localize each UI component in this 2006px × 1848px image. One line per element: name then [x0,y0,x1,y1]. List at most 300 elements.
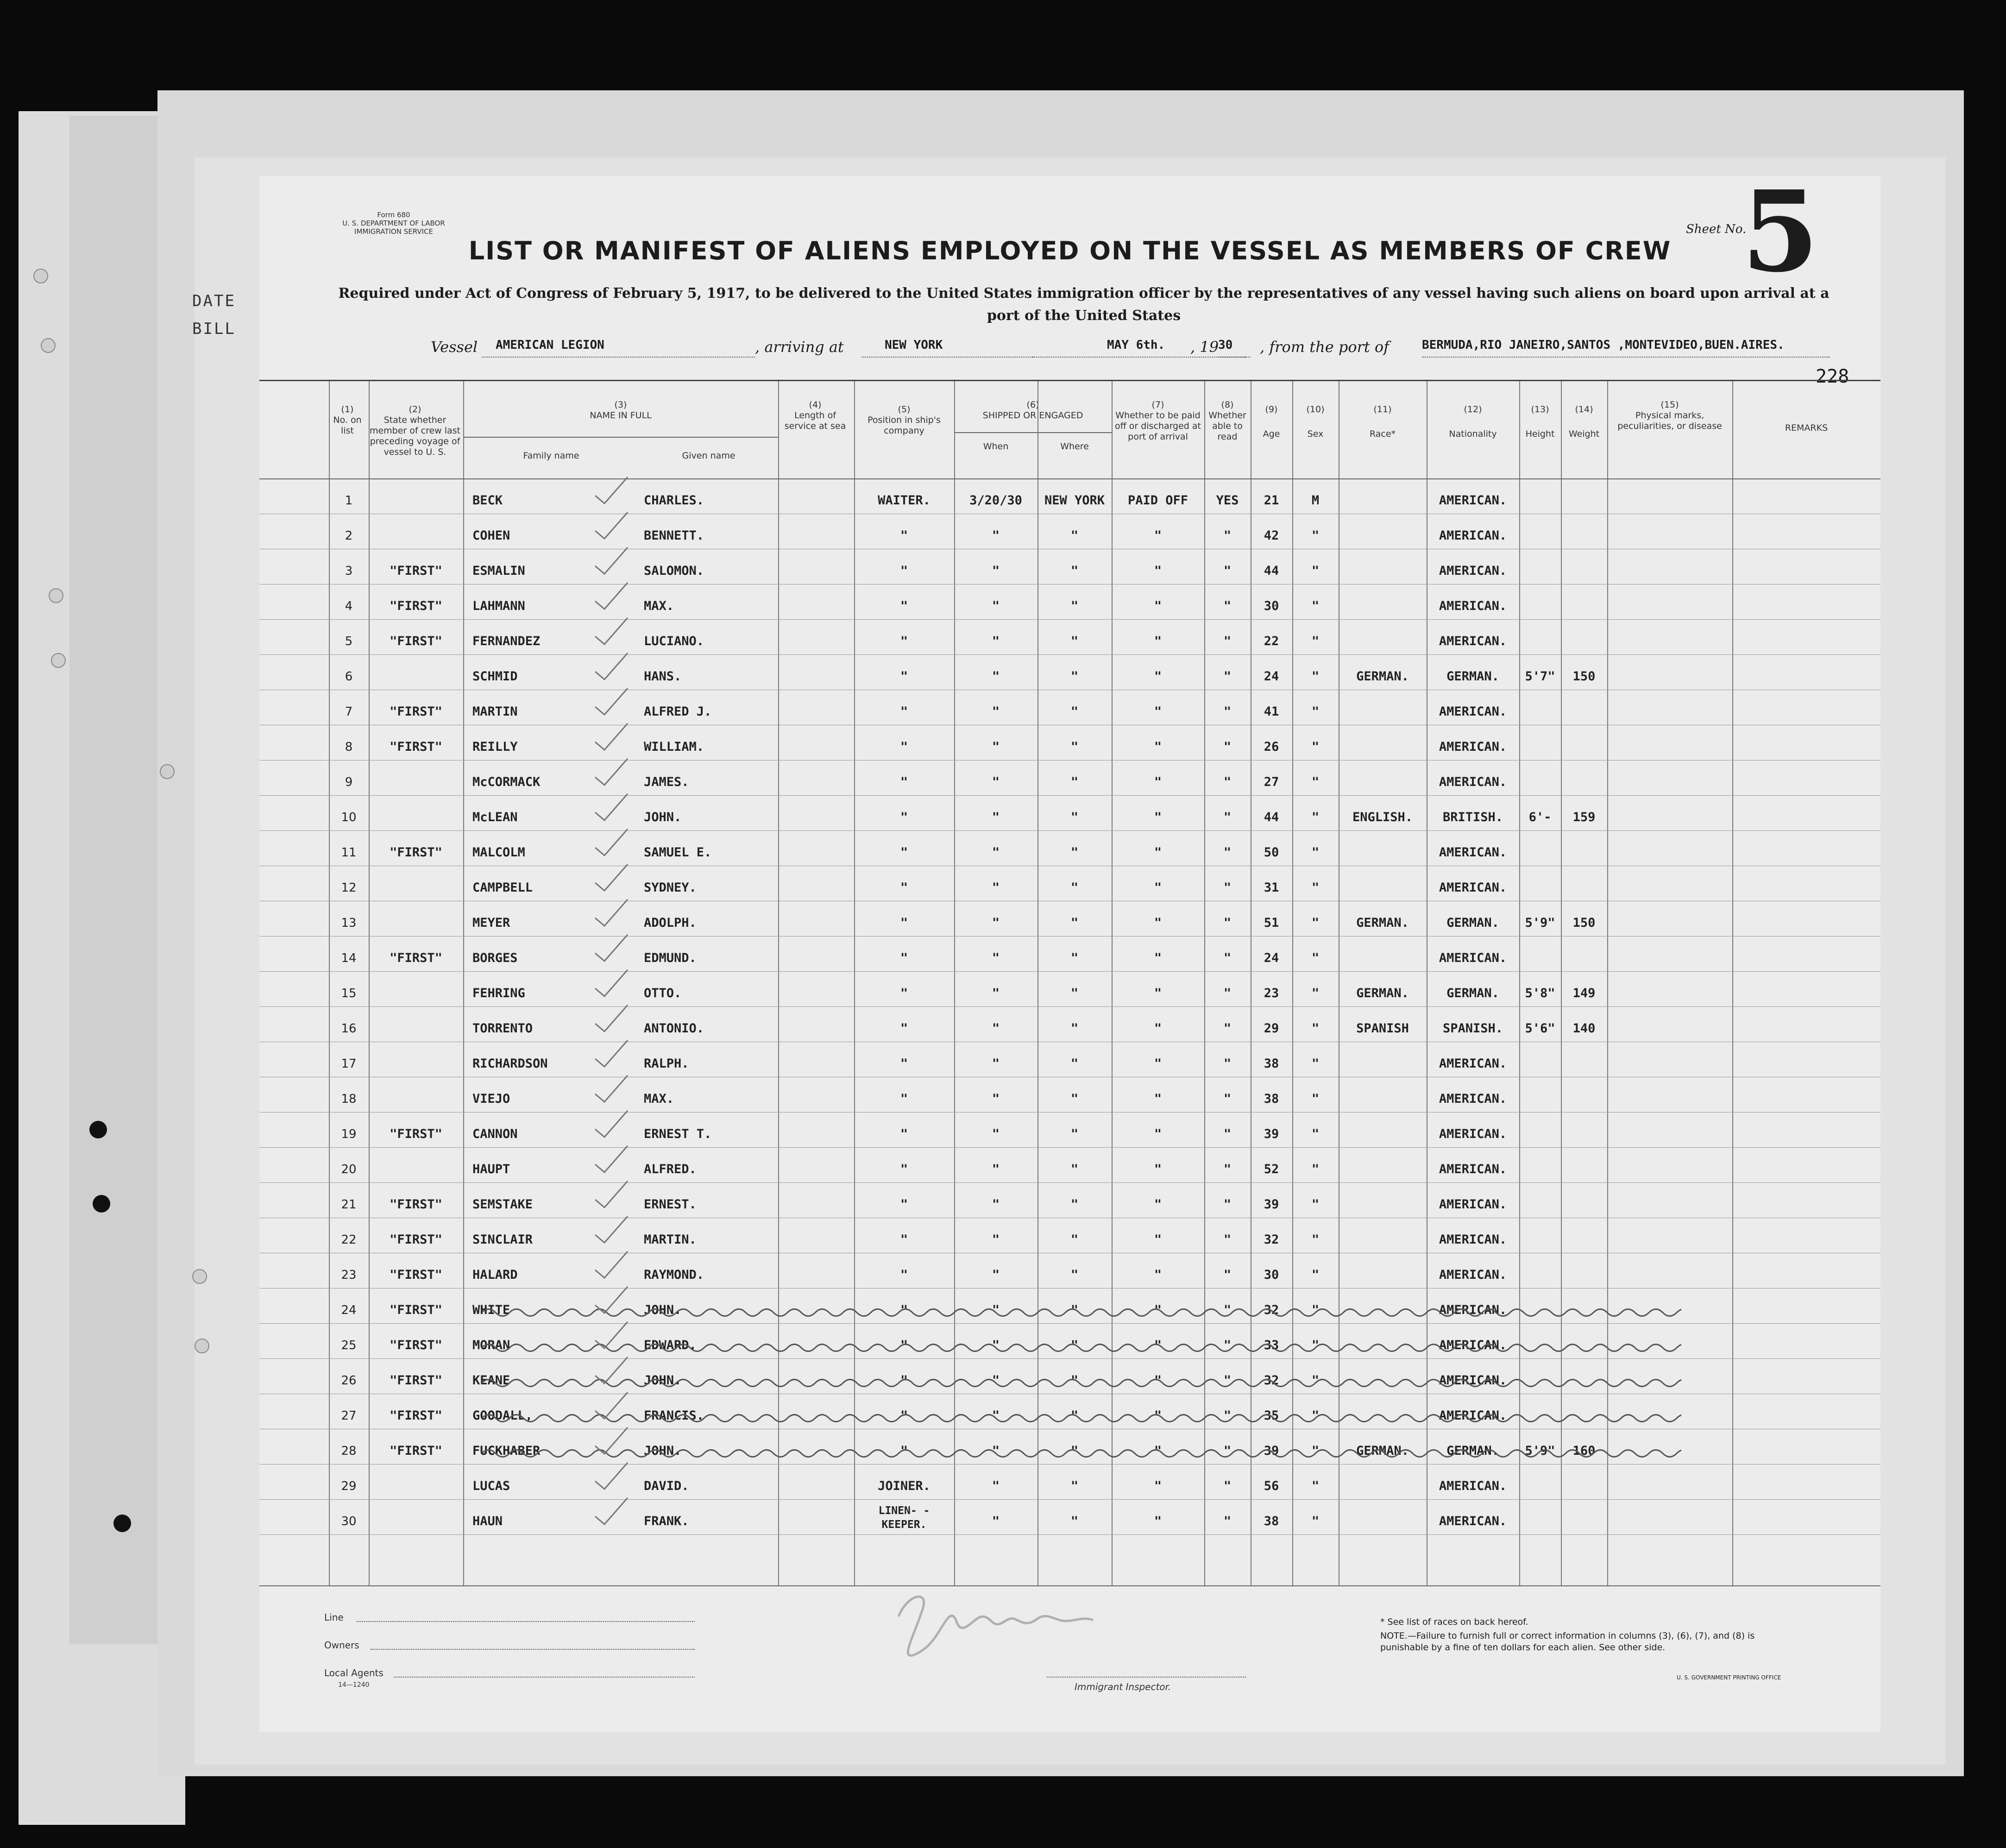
row-rule [259,1499,1880,1500]
row-rule [259,760,1880,761]
cell-paid: PAID OFF [1127,493,1189,508]
check-mark-icon [593,1284,630,1317]
cell-sex: " [1311,740,1320,754]
cell-paid: " [1154,1268,1162,1282]
cell-read: " [1223,1197,1232,1212]
cell-weight: 159 [1572,810,1596,824]
cell-sex: " [1311,1056,1320,1071]
cell-given: BENNETT. [644,528,704,543]
check-mark-icon [593,968,630,1000]
cell-no: 5 [345,635,353,648]
cell-nationality: GERMAN. [1446,986,1499,1000]
cell-nationality: GERMAN. [1446,1444,1499,1458]
cell-height [1519,703,1561,721]
cell-when: " [992,669,1000,684]
col-2-header: (2) State whether member of crew last preceding voyage of vessel to U. S. [369,404,461,457]
cell-nationality: AMERICAN. [1439,1268,1507,1282]
cell-no: 9 [345,775,353,789]
col-12-header: (12) Nationality [1449,404,1497,439]
cell-where: " [1070,810,1079,824]
cell-paid: " [1154,1162,1162,1176]
cell-sex: " [1311,1444,1320,1458]
check-mark-icon [593,932,630,965]
cell-age: 56 [1264,1479,1279,1493]
cell-weight [1561,1055,1607,1073]
check-mark-icon [593,1003,630,1035]
strike-through-mark [482,1446,1681,1460]
check-mark-icon [593,792,630,824]
cell-race [1339,1512,1427,1531]
cell-nationality: SPANISH. [1442,1021,1503,1036]
inspector-field [1047,1677,1246,1678]
cell-position: " [900,1303,908,1317]
cell-read: " [1223,1514,1232,1528]
cell-no: 30 [341,1515,357,1528]
check-mark-icon [593,545,630,578]
cell-family: SCHMID [472,669,518,684]
cell-sex: " [1311,1479,1320,1493]
strike-through-mark [482,1306,1681,1320]
cell-read: " [1223,845,1232,860]
check-mark-icon [593,651,630,683]
cell-no: 18 [341,1092,357,1106]
cell-weight [1561,1160,1607,1179]
cell-no: 8 [345,740,353,754]
cell-age: 29 [1264,1021,1279,1036]
cell-age: 38 [1264,1514,1279,1528]
check-mark-icon [593,1496,630,1528]
cell-no: 6 [345,670,353,684]
punch-hole [51,653,66,668]
cell-age: 35 [1264,1408,1279,1423]
check-mark-icon [593,1460,630,1493]
cell-weight [1561,843,1607,862]
cell-where: " [1070,528,1079,543]
cell-when: " [992,1479,1000,1493]
cell-prev [369,491,463,510]
cell-no: 3 [345,564,353,578]
cell-position: " [900,845,908,860]
cell-sex: " [1311,1021,1320,1036]
cell-read: " [1223,1303,1232,1317]
cell-position: JOINER. [878,1479,931,1493]
cell-weight [1561,1266,1607,1284]
cell-family: McCORMACK [472,775,541,789]
cell-paid: " [1154,775,1162,789]
cell-prev [369,1477,463,1496]
cell-no: 23 [341,1268,357,1282]
cell-when: " [992,916,1000,930]
cell-position: " [900,1197,908,1212]
header-rule [463,437,778,438]
check-mark-icon [593,862,630,894]
cell-family: KEANE [472,1373,510,1388]
cell-read: " [1223,1232,1232,1247]
cell-age: 31 [1264,880,1279,895]
vessel-name: AMERICAN LEGION [482,338,755,358]
given-name-header: Given name [682,451,736,461]
cell-prev [369,808,463,827]
cell-read: " [1223,986,1232,1000]
cell-height [1519,562,1561,580]
cell-race: GERMAN. [1356,986,1409,1000]
cell-prev [369,773,463,792]
cell-position: " [900,634,908,648]
cell-paid: " [1154,704,1162,719]
cell-where: " [1070,1338,1079,1352]
cell-race [1339,703,1427,721]
cell-prev: "FIRST" [390,1268,442,1282]
cell-prev: "FIRST" [390,951,442,965]
cell-nationality: AMERICAN. [1439,951,1507,965]
row-rule [259,1358,1880,1359]
cell-given: ALFRED. [644,1162,697,1176]
cell-paid: " [1154,880,1162,895]
cell-no: 13 [341,916,357,930]
cell-where: " [1070,951,1079,965]
cell-age: 51 [1264,916,1279,930]
cell-age: 23 [1264,986,1279,1000]
cell-position: " [900,880,908,895]
cell-no: 15 [341,987,357,1000]
inspector-label: Immigrant Inspector. [1075,1681,1171,1692]
cell-read: " [1223,1127,1232,1141]
cell-where: " [1070,634,1079,648]
cell-height [1519,1266,1561,1284]
cell-prev: "FIRST" [390,1338,442,1352]
cell-family: LUCAS [472,1479,510,1493]
cell-nationality: AMERICAN. [1439,1056,1507,1071]
cell-age: 32 [1264,1373,1279,1388]
cell-nationality: AMERICAN. [1439,1408,1507,1423]
cell-race [1339,1055,1427,1073]
col-1-header: (1) No. on list [333,404,362,436]
line-field [357,1621,695,1622]
agents-field [394,1677,695,1678]
cell-height [1519,1477,1561,1496]
cell-race [1339,1266,1427,1284]
cell-where: " [1070,704,1079,719]
cell-when: " [992,1444,1000,1458]
cell-where: " [1070,1162,1079,1176]
cell-height [1519,1160,1561,1179]
arrival-year: 30 [1218,338,1251,358]
cell-sex: " [1311,1338,1320,1352]
cell-position: " [900,704,908,719]
cell-family: GOODALL, [472,1408,533,1423]
cell-nationality: AMERICAN. [1439,1303,1507,1317]
cell-given: HANS. [644,669,682,684]
cell-given: ERNEST T. [644,1127,712,1141]
cell-when: " [992,1338,1000,1352]
cell-when: " [992,1092,1000,1106]
cell-race [1339,562,1427,580]
cell-where: " [1070,1232,1079,1247]
cell-weight: 140 [1572,1021,1596,1036]
column-rule [1732,381,1733,1585]
cell-race: SPANISH [1356,1021,1409,1036]
cell-no: 2 [345,529,353,543]
check-mark-icon [593,1108,630,1141]
cell-no: 17 [341,1057,357,1071]
cell-position: " [900,775,908,789]
check-mark-icon [593,475,630,507]
row-rule [259,971,1880,972]
cell-no: 25 [341,1339,357,1352]
cell-read: " [1223,599,1232,613]
cell-prev: "FIRST" [390,704,442,719]
cell-where: " [1070,1092,1079,1106]
cell-where: " [1070,564,1079,578]
sheet-number: 5 [1742,166,1819,297]
strike-through-mark [482,1341,1681,1355]
cell-race [1339,491,1427,510]
cell-sex: " [1311,599,1320,613]
cell-weight [1561,597,1607,616]
cell-family: MARTIN [472,704,518,719]
cell-paid: " [1154,1303,1162,1317]
cell-when: " [992,1056,1000,1071]
check-mark-icon [593,756,630,789]
cell-nationality: AMERICAN. [1439,1373,1507,1388]
cell-age: 30 [1264,599,1279,613]
column-rule [778,381,779,1585]
cell-paid: " [1154,951,1162,965]
cell-family: HAUPT [472,1162,510,1176]
cell-where: " [1070,1303,1079,1317]
cell-prev: "FIRST" [390,564,442,578]
row-rule [259,584,1880,585]
cell-sex: " [1311,1514,1320,1528]
row-rule [259,1006,1880,1007]
cell-where: " [1070,1444,1079,1458]
form-header [317,211,470,236]
cell-race [1339,632,1427,651]
cell-given: SALOMON. [644,564,704,578]
cell-height [1519,632,1561,651]
line-label: Line [324,1612,344,1623]
cell-read: " [1223,528,1232,543]
check-mark-icon [593,1249,630,1282]
check-mark-icon [593,721,630,754]
cell-family: RICHARDSON [472,1056,548,1071]
punch-hole [49,588,63,603]
cell-height [1519,1090,1561,1108]
cell-age: 44 [1264,810,1279,824]
cell-prev [369,527,463,545]
arrival-date: MAY 6th. [1033,338,1246,358]
manifest-sheet [259,166,1880,1732]
cell-where: " [1070,1268,1079,1282]
cell-family: COHEN [472,528,510,543]
row-rule [259,1182,1880,1183]
cell-given: JOHN. [644,810,682,824]
cell-paid: " [1154,1408,1162,1423]
cell-where: " [1070,1514,1079,1528]
col-13-header: (13) Height [1525,404,1555,439]
cell-sex: " [1311,775,1320,789]
cell-height [1519,527,1561,545]
cell-given: EDWARD. [644,1338,697,1352]
cell-given: MARTIN. [644,1232,697,1247]
cell-age: 44 [1264,564,1279,578]
cell-read: " [1223,634,1232,648]
inspector-signature [889,1584,1214,1667]
vessel-label: Vessel [431,338,478,356]
cell-when: " [992,634,1000,648]
cell-prev: "FIRST" [390,634,442,648]
cell-nationality: GERMAN. [1446,669,1499,684]
cell-family: WHITE [472,1303,510,1317]
cell-position: " [900,1056,908,1071]
cell-nationality: AMERICAN. [1439,599,1507,613]
cell-sex: " [1311,880,1320,895]
cell-position: " [900,669,908,684]
cell-where: " [1070,669,1079,684]
cell-weight: 149 [1572,986,1596,1000]
cell-age: 38 [1264,1092,1279,1106]
cell-no: 21 [341,1198,357,1212]
cell-height: 5'7" [1525,669,1555,684]
cell-when: " [992,1373,1000,1388]
cell-no: 28 [341,1444,357,1458]
cell-no: 7 [345,705,353,719]
cell-position: " [900,528,908,543]
cell-age: 52 [1264,1162,1279,1176]
cell-nationality: AMERICAN. [1439,740,1507,754]
cell-position: " [900,986,908,1000]
cell-prev: "FIRST" [390,1373,442,1388]
cell-given: LUCIANO. [644,634,704,648]
cell-paid: " [1154,1056,1162,1071]
cell-height [1519,949,1561,968]
family-name-header: Family name [523,451,579,461]
punch-hole [89,1121,107,1138]
cell-family: HALARD [472,1268,518,1282]
cell-prev: "FIRST" [390,845,442,860]
cell-prev: "FIRST" [390,1232,442,1247]
cell-given: SAMUEL E. [644,845,712,860]
cell-sex: " [1311,951,1320,965]
cell-nationality: AMERICAN. [1439,1514,1507,1528]
column-rule [1607,381,1608,1585]
col-11-header: (11) Race* [1369,404,1396,439]
cell-nationality: AMERICAN. [1439,1338,1507,1352]
cell-no: 11 [341,846,357,860]
cell-height: 5'8" [1525,986,1555,1000]
cell-height: 5'6" [1525,1021,1555,1036]
cell-race: GERMAN. [1356,1444,1409,1458]
cell-when: " [992,845,1000,860]
cell-family: TORRENTO [472,1021,533,1036]
cell-paid: " [1154,1373,1162,1388]
cell-nationality: AMERICAN. [1439,1479,1507,1493]
cell-sex: M [1311,493,1320,508]
punch-hole [192,1269,207,1284]
cell-given: MAX. [644,599,674,613]
cell-prev: "FIRST" [390,1444,442,1458]
cell-sex: " [1311,1373,1320,1388]
cell-sex: " [1311,1127,1320,1141]
cell-when: " [992,951,1000,965]
check-mark-icon [593,897,630,930]
cell-weight [1561,949,1607,968]
punch-hole [160,764,175,779]
cell-height [1519,1195,1561,1214]
col-7-header: (7) Whether to be paid off or discharged at port of arrival [1114,400,1201,442]
form-code: 14—1240 [338,1681,370,1689]
cell-family: FERNANDEZ [472,634,541,648]
cell-sex: " [1311,704,1320,719]
cell-sex: " [1311,669,1320,684]
cell-nationality: AMERICAN. [1439,528,1507,543]
cell-family: CANNON [472,1127,518,1141]
cell-family: CAMPBELL [472,880,533,895]
cell-nationality: AMERICAN. [1439,845,1507,860]
cell-given: JOHN. [644,1303,682,1317]
cell-paid: " [1154,916,1162,930]
check-mark-icon [593,1144,630,1176]
cell-given: SYDNEY. [644,880,697,895]
check-mark-icon [593,1179,630,1211]
cell-weight [1561,1477,1607,1496]
cell-weight [1561,491,1607,510]
cell-when: " [992,1127,1000,1141]
cell-prev [369,914,463,932]
col-15-header: (15) Physical marks, peculiarities, or disease [1617,400,1722,431]
cell-position: " [900,1268,908,1282]
cell-height: 5'9" [1525,1444,1555,1458]
cell-prev: "FIRST" [390,1303,442,1317]
col-8-header: (8) Whether able to read [1208,400,1246,442]
cell-position: LINEN- - KEEPER. [878,1505,930,1531]
cell-race [1339,773,1427,792]
cell-given: CHARLES. [644,493,704,508]
cell-no: 29 [341,1479,357,1493]
check-mark-icon [593,580,630,613]
cell-age: 33 [1264,1338,1279,1352]
cell-position: " [900,1162,908,1176]
cell-position: " [900,1408,908,1423]
cell-race [1339,597,1427,616]
cell-given: WILLIAM. [644,740,704,754]
check-mark-icon [593,616,630,648]
cell-paid: " [1154,1197,1162,1212]
cell-paid: " [1154,669,1162,684]
cell-read: " [1223,704,1232,719]
cell-when: " [992,775,1000,789]
cell-family: REILLY [472,740,518,754]
subtitle: Required under Act of Congress of February 5, 1917, to be delivered to the United States immigration officer by the representatives of any vessel having such aliens on board upon arrival at a port of the United States [338,285,1830,324]
cell-prev: "FIRST" [390,1127,442,1141]
cell-family: LAHMANN [472,599,525,613]
from-port: BERMUDA,RIO JANEIRO,SANTOS ,MONTEVIDEO,BUEN.AIRES. [1422,338,1830,358]
cell-paid: " [1154,810,1162,824]
punch-hole [33,269,48,283]
cell-weight [1561,562,1607,580]
cell-sex: " [1311,1092,1320,1106]
cell-race: GERMAN. [1356,669,1409,684]
cell-race [1339,843,1427,862]
cell-family: VIEJO [472,1092,510,1106]
owners-label: Owners [324,1640,359,1651]
cell-no: 27 [341,1409,357,1423]
cell-sex: " [1311,1268,1320,1282]
cell-weight [1561,1195,1607,1214]
cell-no: 19 [341,1127,357,1141]
cell-given: OTTO. [644,986,682,1000]
cell-paid: " [1154,986,1162,1000]
